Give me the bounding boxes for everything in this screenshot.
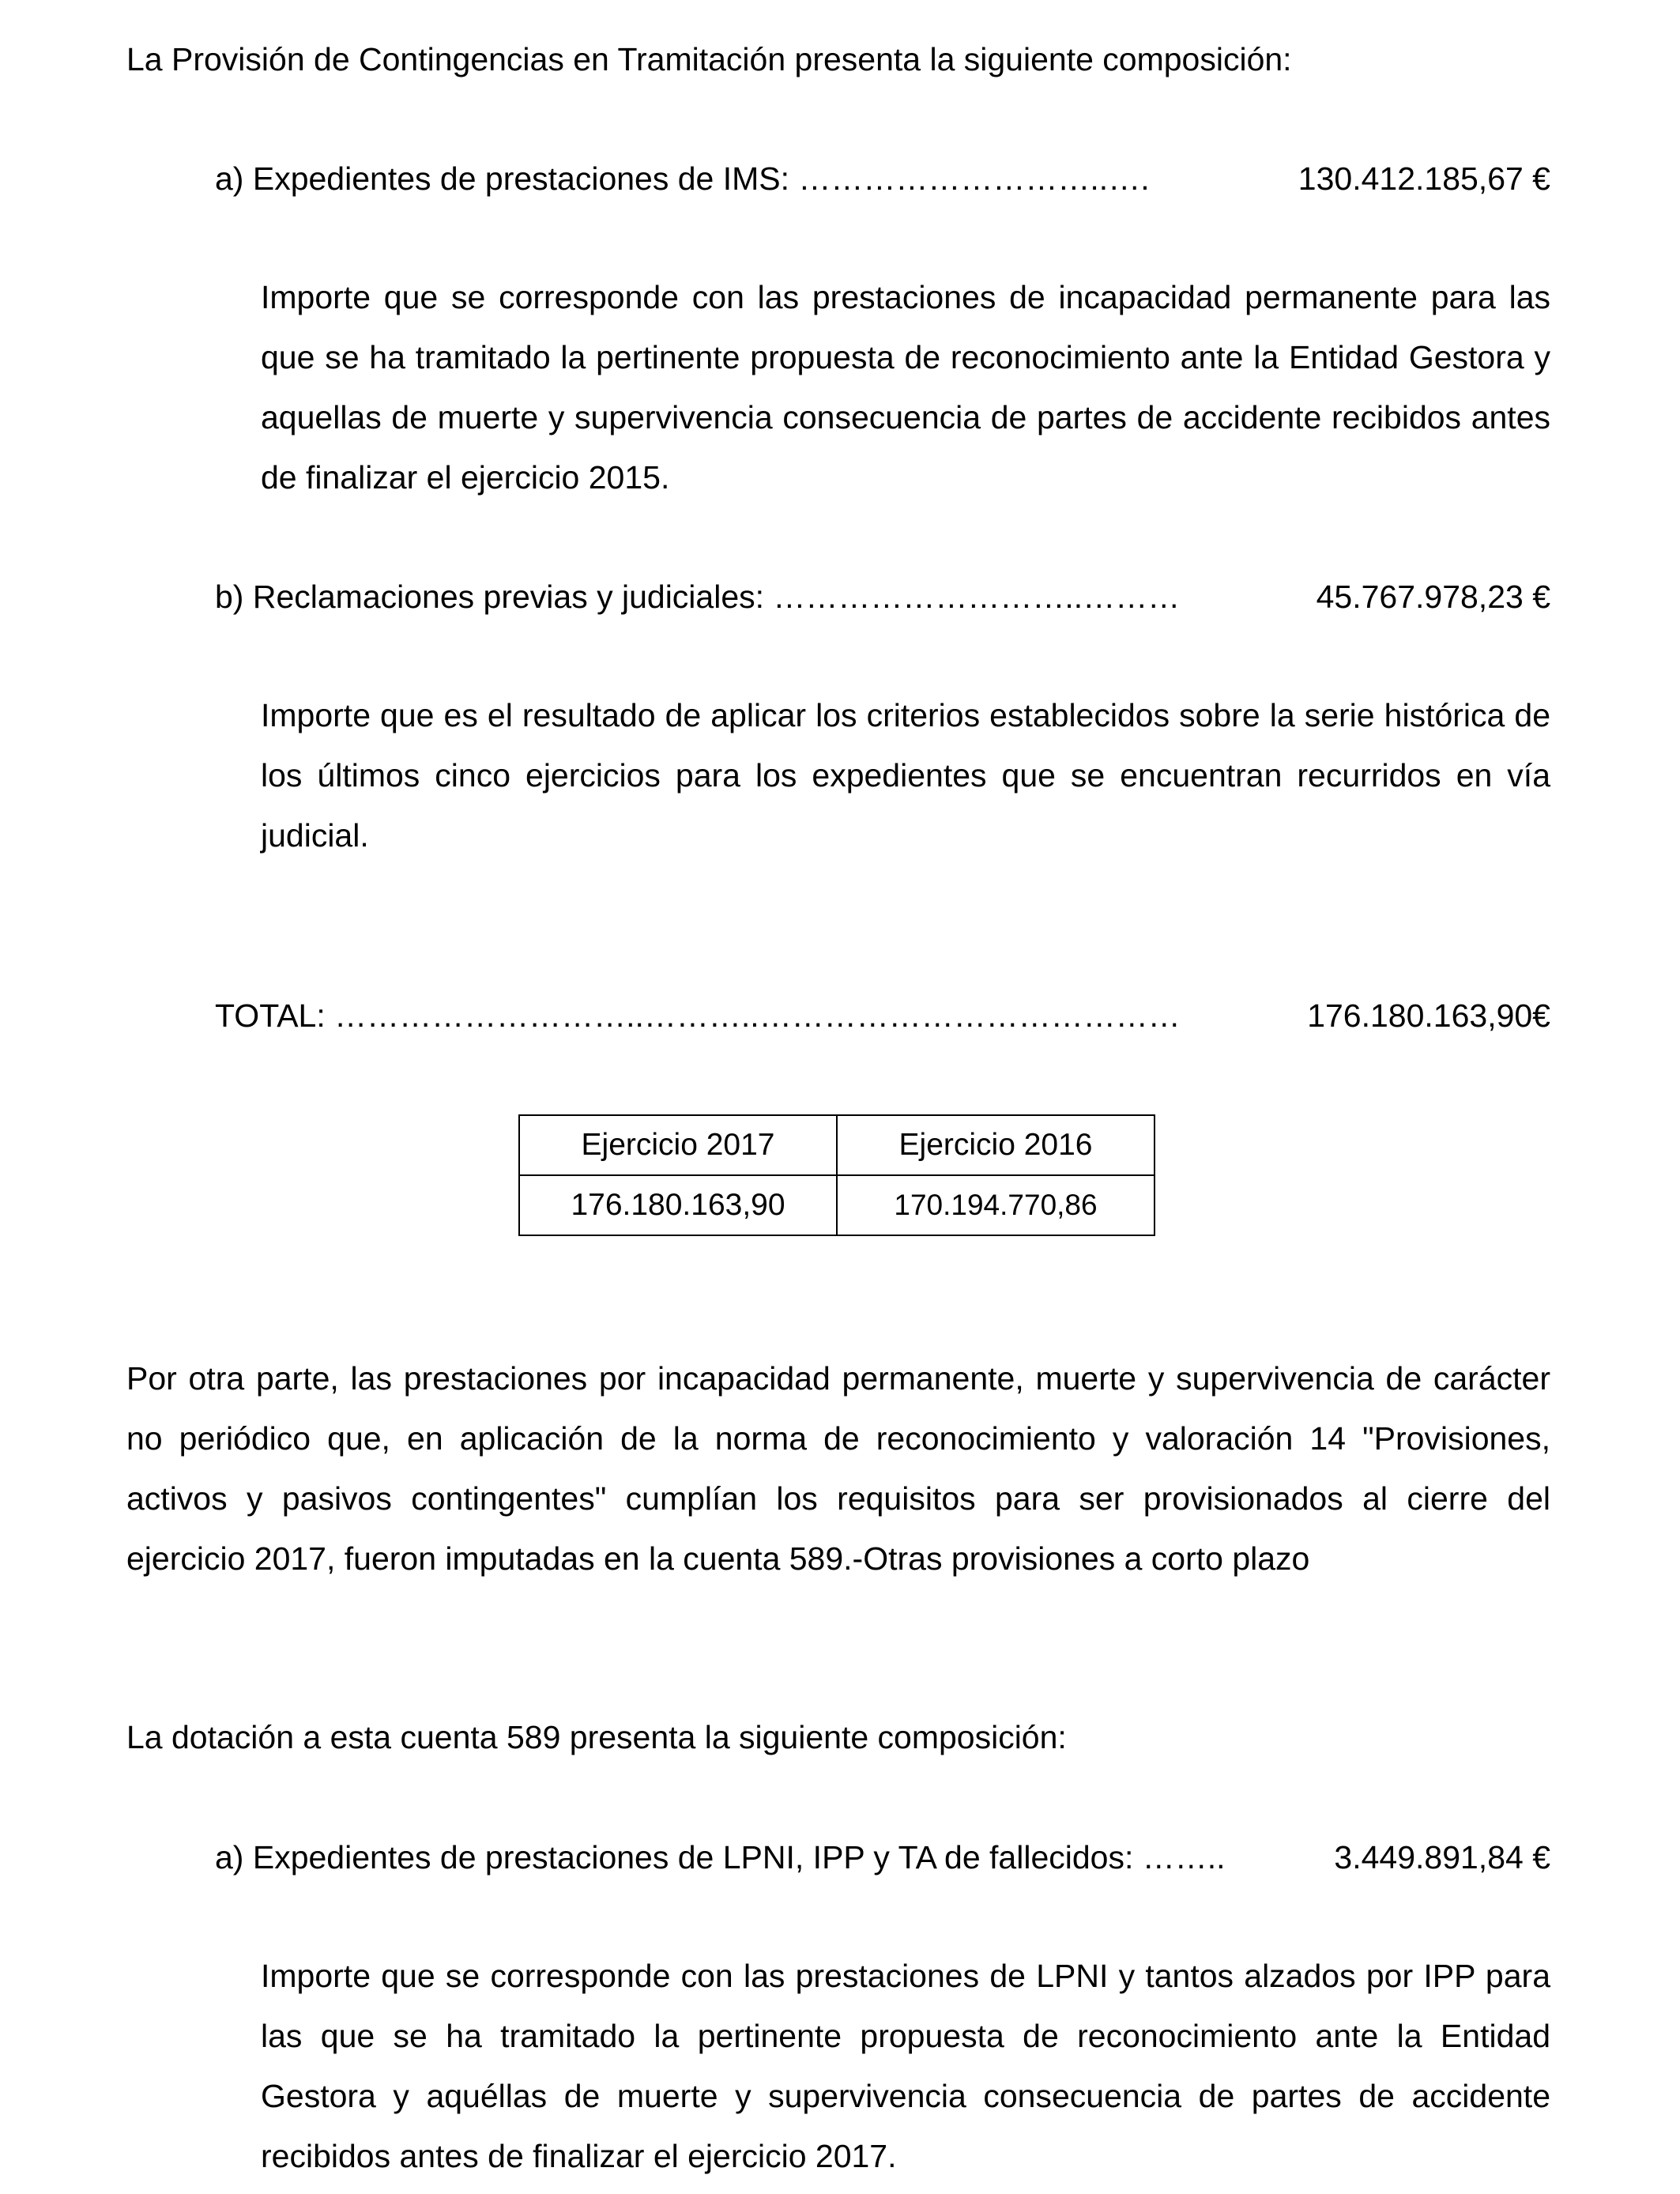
table-cell-2016-value: 170.194.770,86 [837, 1175, 1155, 1235]
total-amount: 176.180.163,90€ [1307, 997, 1550, 1034]
item-a-label: a) Expedientes de prestaciones de IMS: ………………………..…. [215, 160, 1150, 197]
table-header-cell-2017: Ejercicio 2017 [519, 1115, 837, 1175]
table-cell-2017-value: 176.180.163,90 [519, 1175, 837, 1235]
comparison-table [518, 1114, 1155, 1236]
dotacion-intro-text: La dotación a esta cuenta 589 presenta la siguiente composición: [126, 1719, 1067, 1755]
item-c-label: a) Expedientes de prestaciones de LPNI, IPP y TA de fallecidos: …….. [215, 1839, 1226, 1875]
total-label: TOTAL: ………………………..………..………………………………… [215, 997, 1181, 1034]
item-a-description: Importe que se corresponde con las prestaciones de incapacidad permanente para las que se ha tramitado la pertinente propuesta de reconocimiento ante la Entidad Gestora y aquellas de muerte y supervivencia consecuencia de partes de accidente recibidos antes de finalizar el ejercicio 2015. [261, 279, 1550, 496]
item-c-description: Importe que se corresponde con las prestaciones de LPNI y tantos alzados por IPP para las que se ha tramitado la pertinente propuesta de reconocimiento ante la Entidad Gestora y aquéllas de muerte y supervivencia consecuencia de partes de accidente recibidos antes de finalizar el ejercicio 2017. [261, 1958, 1550, 2174]
item-a-line [215, 160, 1550, 197]
table-row [519, 1175, 1155, 1235]
total-line [215, 997, 1550, 1034]
intro-text: La Provisión de Contingencias en Tramitación presenta la siguiente composición: [126, 41, 1292, 77]
item-b-line [215, 581, 1550, 613]
item-a-amount: 130.412.185,67 € [1298, 160, 1550, 197]
item-c-amount: 3.449.891,84 € [1334, 1839, 1550, 1875]
item-b-label: b) Reclamaciones previas y judiciales: ………………………..……… [215, 579, 1181, 615]
paragraph-other: Por otra parte, las prestaciones por incapacidad permanente, muerte y supervivencia de carácter no periódico que, en aplicación de la norma de reconocimiento y valoración 14 "Provisiones, activos y pasivos contingentes" cumplían los requisitos para ser provisionados al cierre del ejercicio 2017, fueron imputadas en la cuenta 589.-Otras provisiones a corto plazo [126, 1360, 1550, 1577]
item-c-line [215, 1839, 1550, 1875]
table-header-row [519, 1115, 1155, 1175]
table-header-cell-2016: Ejercicio 2016 [837, 1115, 1155, 1175]
item-b-amount: 45.767.978,23 € [1316, 579, 1550, 615]
item-b-description: Importe que es el resultado de aplicar los criterios establecidos sobre la serie histórica de los últimos cinco ejercicios para los expedientes que se encuentran recurridos en vía judicial. [261, 697, 1550, 854]
